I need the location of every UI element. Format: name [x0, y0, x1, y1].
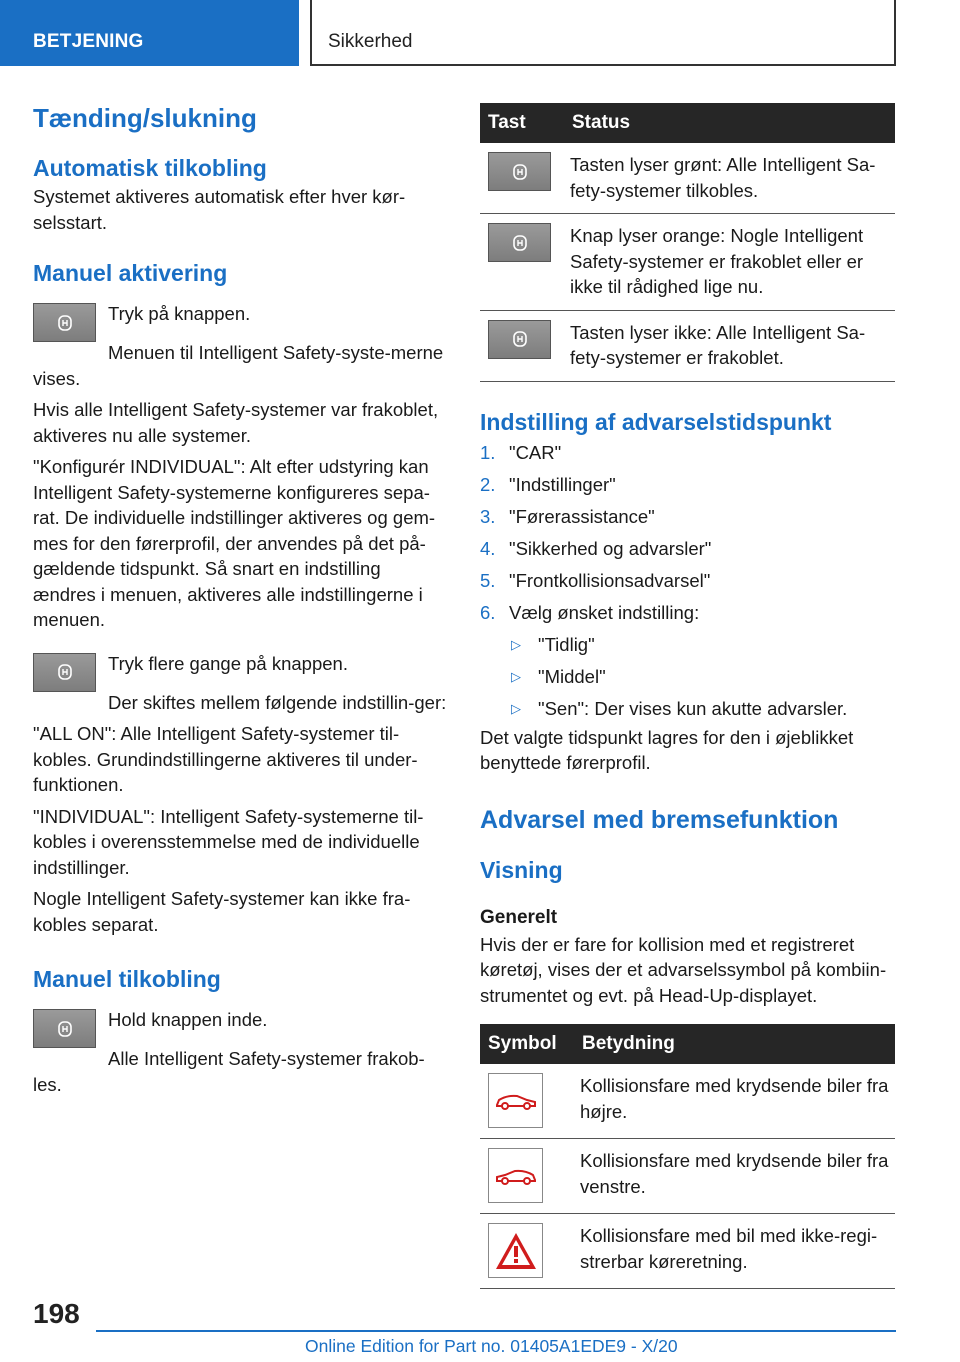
footer-edition: Online Edition for Part no. 01405A1EDE9 - X/20 [305, 1336, 678, 1356]
heading-auto: Automatisk tilkobling [33, 155, 267, 181]
off-step1: Hold knappen inde. [108, 1009, 268, 1030]
paragraph-all-on: "ALL ON": Alle Intelligent Safety-systemer til-kobles. Grundindstillingerne aktiveres til under-funktionen. [33, 723, 418, 795]
timing-note: Det valgte tidspunkt lagres for den i øjeblikket benyttede førerprofil. [480, 726, 854, 773]
triangle-bullet-icon: ▷ [511, 700, 521, 716]
car-crossing-right-icon [488, 1073, 543, 1128]
manual-off-row [33, 1007, 447, 1048]
table-row [480, 214, 895, 311]
section-label: BETJENING [33, 31, 144, 52]
timing-steps [480, 437, 895, 629]
safety-button-icon [33, 303, 96, 342]
list-item: ▷ "Sen": Der vises kun akutte advarsler. [509, 693, 895, 725]
list-item: 5. "Frontkollisionsadvarsel" [480, 569, 711, 591]
paragraph-some: Nogle Intelligent Safety-systemer kan ikke fra-kobles separat. [33, 888, 411, 935]
list-item: 3. "Førerassistance" [480, 505, 655, 527]
auto-text: Systemet aktiveres automatisk efter hver kør-selsstart. [33, 186, 406, 233]
safety-button-icon [488, 152, 551, 191]
multi-step2: Der skiftes mellem følgende indstillin-ger: [108, 691, 447, 713]
col-status: Status [564, 103, 895, 143]
triangle-bullet-icon: ▷ [511, 668, 521, 684]
paragraph-individual: "INDIVIDUAL": Intelligent Safety-systemerne til-kobles i overensstemmelse med de individuelle indstillinger. [33, 805, 424, 878]
heading-brake: Advarsel med bremsefunktion [480, 805, 839, 834]
paragraph-all-off: Hvis alle Intelligent Safety-systemer var frakoblet, aktiveres nu alle systemer. [33, 399, 439, 446]
status-text: Tasten lyser ikke: Alle Intelligent Sa-fety-systemer er frakoblet. [564, 310, 895, 381]
list-item: ▷ "Middel" [509, 661, 895, 693]
status-table [480, 103, 895, 382]
symbol-meaning: Kollisionsfare med bil med ikke-regi-strerbar køreretning. [574, 1214, 895, 1289]
car-crossing-left-icon [488, 1148, 543, 1203]
off-step2: Alle Intelligent Safety-systemer frakob-les. [33, 1048, 425, 1095]
col-key: Tast [480, 103, 564, 143]
status-text: Knap lyser orange: Nogle Intelligent Safety-systemer er frakoblet eller er ikke til rådighed lige nu. [564, 214, 895, 311]
symbol-meaning: Kollisionsfare med krydsende biler fra højre. [574, 1064, 895, 1139]
brake-text: Hvis der er fare for kollision med et registreret køretøj, vises der et advarselssymbol på kombiin-strumentet og evt. på Head-Up-displayet. [480, 933, 887, 1006]
list-item: ▷ "Tidlig" [509, 629, 895, 661]
manual-on-step1: Tryk på knappen. [108, 303, 251, 324]
section-tab[interactable] [0, 0, 299, 66]
symbol-meaning: Kollisionsfare med krydsende biler fra venstre. [574, 1139, 895, 1214]
col-symbol: Symbol [480, 1024, 574, 1064]
multi-press-row [33, 651, 447, 692]
page-number: 198 [33, 1298, 80, 1329]
status-table-header [480, 103, 895, 143]
heading-manual-activation: Manuel aktivering [33, 260, 228, 286]
col-meaning: Betydning [574, 1024, 895, 1064]
list-item: 4. "Sikkerhed og advarsler" [480, 537, 712, 559]
table-row [480, 1214, 895, 1289]
right-column [480, 103, 895, 1289]
symbol-table [480, 1024, 895, 1289]
triangle-bullet-icon: ▷ [511, 636, 521, 652]
safety-button-icon [33, 1009, 96, 1048]
manual-on-step2: Menuen til Intelligent Safety-syste-merne vises. [33, 342, 444, 389]
table-row [480, 310, 895, 381]
chapter-label: Sikkerhed [328, 31, 413, 52]
symbol-table-header [480, 1024, 895, 1064]
list-item: 6. Vælg ønsket indstilling: [480, 601, 700, 623]
chapter-bar [310, 0, 896, 66]
left-column [33, 100, 447, 1097]
multi-step1: Tryk flere gange på knappen. [108, 652, 348, 674]
page-title: Tænding/slukning [33, 103, 257, 133]
manual-activation-text [108, 301, 250, 334]
safety-button-icon [33, 653, 96, 692]
status-text: Tasten lyser grønt: Alle Intelligent Sa-fety-systemer tilkobles. [564, 143, 895, 214]
footer-divider [96, 1330, 896, 1332]
paragraph-configure: "Konfigurér INDIVIDUAL": Alt efter udstyring kan Intelligent Safety-systemerne konfigureres sepa-rat. De individuelle indstillinger aktiveres og gem-mes for den førerprofil, der anvendes på det på-gældende tidspunkt. Så snart en indstilling ændres i menuen, aktiveres alle indstillingerne i menuen. [33, 456, 436, 630]
warning-triangle-icon [488, 1223, 543, 1278]
table-row [480, 143, 895, 214]
table-row [480, 1139, 895, 1214]
safety-button-icon [488, 320, 551, 359]
safety-button-icon [488, 223, 551, 262]
heading-display: Visning [480, 856, 563, 883]
manual-activation-row [33, 301, 447, 342]
heading-manual-off: Manuel tilkobling [33, 966, 221, 992]
table-row [480, 1064, 895, 1139]
list-item: 2. "Indstillinger" [480, 473, 616, 495]
heading-general: Generelt [480, 906, 558, 928]
timing-options [509, 629, 895, 725]
list-item: 1. "CAR" [480, 441, 562, 463]
heading-timing: Indstilling af advarselstidspunkt [480, 408, 832, 435]
